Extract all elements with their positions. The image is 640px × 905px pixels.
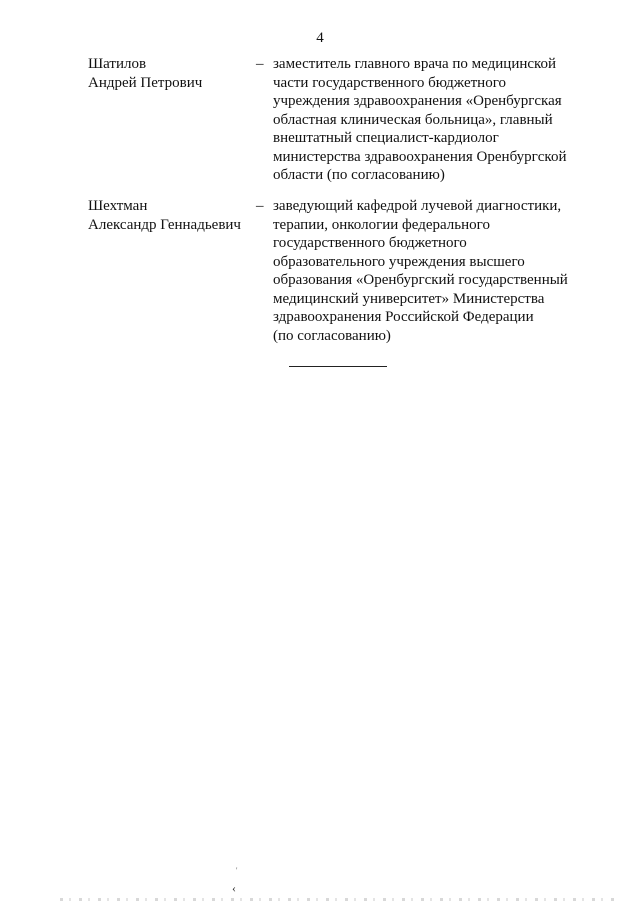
member-name [88,55,253,92]
position-line: терапии, онкологии федерального [273,216,490,233]
member-position [273,55,593,185]
member-name [88,197,253,234]
position-line: области (по согласованию) [273,167,445,183]
position-line: заведующий кафедрой лучевой диагностики, [273,198,562,214]
member-given-names: Андрей Петрович [88,74,203,91]
position-line: учреждения здравоохранения «Оренбургская [273,93,562,109]
position-line: заместитель главного врача по медицинской [273,56,557,72]
member-position [273,197,593,345]
entry-dash: – [256,198,264,214]
member-surname: Шатилов [88,56,147,72]
position-line: (по согласованию) [273,327,391,344]
position-line: государственного бюджетного [273,235,467,251]
position-line: образовательного учреждения высшего [273,253,525,270]
position-line: здравоохранения Российской Федерации [273,309,534,325]
page-number: 4 [316,30,324,46]
closing-divider [289,366,387,367]
member-given-names: Александр Геннадьевич [88,216,241,233]
scan-artifact-bracket: ‹ [232,881,236,895]
entry-dash: – [256,56,264,72]
scan-artifact-tick: ' [236,866,238,875]
position-line: областная клиническая больница», главный [273,111,553,128]
scan-artifact-noise [60,898,620,901]
position-line: образования «Оренбургский государственный [273,272,568,288]
member-surname: Шехтман [88,198,148,214]
position-line: министерства здравоохранения Оренбургской [273,148,567,165]
position-line: внештатный специалист-кардиолог [273,130,499,146]
position-line: части государственного бюджетного [273,74,506,91]
position-line: медицинский университет» Министерства [273,290,545,307]
